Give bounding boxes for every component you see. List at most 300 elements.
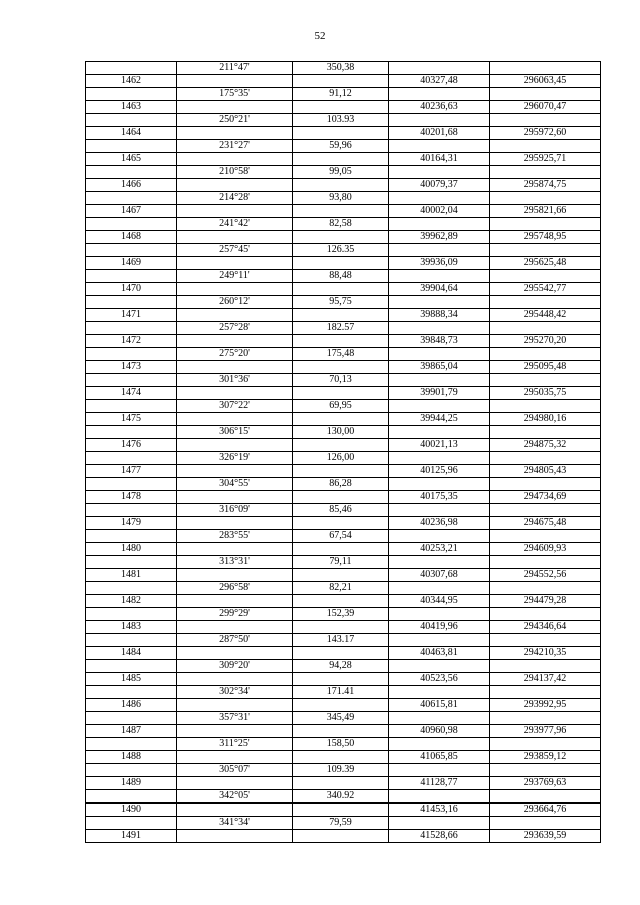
segment-row bbox=[86, 140, 601, 153]
direction-angle-cell: 313°31' bbox=[177, 556, 293, 569]
y-coordinate-cell: 294210,35 bbox=[490, 647, 601, 660]
x-coordinate-cell: 39936,09 bbox=[389, 257, 490, 270]
x-coordinate-cell: 41065,85 bbox=[389, 751, 490, 764]
distance-cell bbox=[293, 283, 389, 296]
segment-row bbox=[86, 478, 601, 491]
y-coordinate-cell: 294479,28 bbox=[490, 595, 601, 608]
x-coordinate-cell: 40236,98 bbox=[389, 517, 490, 530]
point-number-cell: 1489 bbox=[86, 777, 177, 790]
direction-angle-cell bbox=[177, 439, 293, 452]
distance-cell bbox=[293, 725, 389, 738]
segment-row bbox=[86, 660, 601, 673]
segment-row bbox=[86, 738, 601, 751]
x-coordinate-cell: 40201,68 bbox=[389, 127, 490, 140]
distance-cell bbox=[293, 361, 389, 374]
point-row bbox=[86, 231, 601, 244]
direction-angle-cell bbox=[177, 179, 293, 192]
point-row bbox=[86, 101, 601, 114]
distance-cell: 67,54 bbox=[293, 530, 389, 543]
distance-cell: 340.92 bbox=[293, 790, 389, 804]
direction-angle-cell bbox=[177, 309, 293, 322]
x-coordinate-cell: 40236,63 bbox=[389, 101, 490, 114]
point-row bbox=[86, 413, 601, 426]
x-coordinate-cell bbox=[389, 790, 490, 804]
direction-angle-cell: 326°19' bbox=[177, 452, 293, 465]
distance-cell bbox=[293, 439, 389, 452]
distance-cell bbox=[293, 101, 389, 114]
x-coordinate-cell bbox=[389, 166, 490, 179]
point-number-cell: 1463 bbox=[86, 101, 177, 114]
point-row bbox=[86, 179, 601, 192]
distance-cell: 158,50 bbox=[293, 738, 389, 751]
point-row bbox=[86, 751, 601, 764]
distance-cell: 152,39 bbox=[293, 608, 389, 621]
direction-angle-cell bbox=[177, 153, 293, 166]
point-number-cell: 1468 bbox=[86, 231, 177, 244]
distance-cell: 59,96 bbox=[293, 140, 389, 153]
direction-angle-cell: 175°35' bbox=[177, 88, 293, 101]
x-coordinate-cell bbox=[389, 374, 490, 387]
x-coordinate-cell: 40021,13 bbox=[389, 439, 490, 452]
point-number-cell bbox=[86, 634, 177, 647]
direction-angle-cell: 231°27' bbox=[177, 140, 293, 153]
x-coordinate-cell: 40344,95 bbox=[389, 595, 490, 608]
distance-cell bbox=[293, 179, 389, 192]
direction-angle-cell bbox=[177, 751, 293, 764]
distance-cell bbox=[293, 75, 389, 88]
distance-cell: 86,28 bbox=[293, 478, 389, 491]
direction-angle-cell bbox=[177, 127, 293, 140]
point-row bbox=[86, 673, 601, 686]
y-coordinate-cell bbox=[490, 634, 601, 647]
x-coordinate-cell: 40960,98 bbox=[389, 725, 490, 738]
direction-angle-cell: 299°29' bbox=[177, 608, 293, 621]
y-coordinate-cell bbox=[490, 790, 601, 804]
segment-row bbox=[86, 504, 601, 517]
direction-angle-cell bbox=[177, 699, 293, 712]
segment-row bbox=[86, 270, 601, 283]
distance-cell: 143.17 bbox=[293, 634, 389, 647]
direction-angle-cell bbox=[177, 413, 293, 426]
x-coordinate-cell bbox=[389, 270, 490, 283]
distance-cell: 171.41 bbox=[293, 686, 389, 699]
point-row bbox=[86, 621, 601, 634]
point-number-cell: 1475 bbox=[86, 413, 177, 426]
x-coordinate-cell bbox=[389, 686, 490, 699]
point-number-cell bbox=[86, 114, 177, 127]
point-number-cell: 1485 bbox=[86, 673, 177, 686]
point-number-cell: 1480 bbox=[86, 543, 177, 556]
point-row bbox=[86, 335, 601, 348]
segment-row bbox=[86, 114, 601, 127]
distance-cell bbox=[293, 491, 389, 504]
distance-cell: 109.39 bbox=[293, 764, 389, 777]
direction-angle-cell bbox=[177, 725, 293, 738]
distance-cell bbox=[293, 777, 389, 790]
direction-angle-cell: 311°25' bbox=[177, 738, 293, 751]
point-number-cell: 1466 bbox=[86, 179, 177, 192]
y-coordinate-cell bbox=[490, 192, 601, 205]
direction-angle-cell: 357°31' bbox=[177, 712, 293, 725]
direction-angle-cell bbox=[177, 673, 293, 686]
y-coordinate-cell: 295448,42 bbox=[490, 309, 601, 322]
x-coordinate-cell bbox=[389, 192, 490, 205]
x-coordinate-cell bbox=[389, 478, 490, 491]
x-coordinate-cell bbox=[389, 582, 490, 595]
x-coordinate-cell: 40523,56 bbox=[389, 673, 490, 686]
x-coordinate-cell: 40307,68 bbox=[389, 569, 490, 582]
distance-cell: 79,11 bbox=[293, 556, 389, 569]
x-coordinate-cell: 39888,34 bbox=[389, 309, 490, 322]
distance-cell bbox=[293, 309, 389, 322]
y-coordinate-cell: 294346,64 bbox=[490, 621, 601, 634]
point-row bbox=[86, 830, 601, 843]
y-coordinate-cell: 293992,95 bbox=[490, 699, 601, 712]
point-number-cell bbox=[86, 790, 177, 804]
distance-cell: 345,49 bbox=[293, 712, 389, 725]
y-coordinate-cell bbox=[490, 738, 601, 751]
distance-cell bbox=[293, 127, 389, 140]
direction-angle-cell: 342°05' bbox=[177, 790, 293, 804]
point-number-cell: 1486 bbox=[86, 699, 177, 712]
point-number-cell bbox=[86, 738, 177, 751]
point-number-cell bbox=[86, 504, 177, 517]
direction-angle-cell bbox=[177, 517, 293, 530]
distance-cell bbox=[293, 647, 389, 660]
x-coordinate-cell: 40463,81 bbox=[389, 647, 490, 660]
point-number-cell bbox=[86, 348, 177, 361]
y-coordinate-cell: 295095,48 bbox=[490, 361, 601, 374]
point-row bbox=[86, 491, 601, 504]
x-coordinate-cell: 40175,35 bbox=[389, 491, 490, 504]
x-coordinate-cell: 41128,77 bbox=[389, 777, 490, 790]
x-coordinate-cell: 41528,66 bbox=[389, 830, 490, 843]
distance-cell bbox=[293, 751, 389, 764]
point-number-cell bbox=[86, 452, 177, 465]
x-coordinate-cell bbox=[389, 504, 490, 517]
y-coordinate-cell: 295035,75 bbox=[490, 387, 601, 400]
x-coordinate-cell: 40253,21 bbox=[389, 543, 490, 556]
x-coordinate-cell bbox=[389, 530, 490, 543]
direction-angle-cell: 296°58' bbox=[177, 582, 293, 595]
point-number-cell bbox=[86, 817, 177, 830]
distance-cell: 85,46 bbox=[293, 504, 389, 517]
direction-angle-cell: 241°42' bbox=[177, 218, 293, 231]
distance-cell bbox=[293, 257, 389, 270]
direction-angle-cell bbox=[177, 75, 293, 88]
x-coordinate-cell: 40164,31 bbox=[389, 153, 490, 166]
point-number-cell: 1474 bbox=[86, 387, 177, 400]
y-coordinate-cell: 294875,32 bbox=[490, 439, 601, 452]
table-body bbox=[86, 62, 601, 843]
x-coordinate-cell bbox=[389, 244, 490, 257]
direction-angle-cell bbox=[177, 205, 293, 218]
distance-cell: 82,58 bbox=[293, 218, 389, 231]
segment-row bbox=[86, 296, 601, 309]
point-number-cell bbox=[86, 660, 177, 673]
x-coordinate-cell bbox=[389, 817, 490, 830]
point-row bbox=[86, 569, 601, 582]
y-coordinate-cell: 295821,66 bbox=[490, 205, 601, 218]
direction-angle-cell: 302°34' bbox=[177, 686, 293, 699]
point-number-cell bbox=[86, 400, 177, 413]
point-number-cell: 1472 bbox=[86, 335, 177, 348]
point-number-cell: 1471 bbox=[86, 309, 177, 322]
point-number-cell bbox=[86, 166, 177, 179]
point-number-cell bbox=[86, 426, 177, 439]
x-coordinate-cell: 40419,96 bbox=[389, 621, 490, 634]
y-coordinate-cell bbox=[490, 504, 601, 517]
distance-cell bbox=[293, 231, 389, 244]
y-coordinate-cell bbox=[490, 322, 601, 335]
point-row bbox=[86, 283, 601, 296]
y-coordinate-cell bbox=[490, 270, 601, 283]
distance-cell: 350,38 bbox=[293, 62, 389, 75]
point-row bbox=[86, 153, 601, 166]
point-row bbox=[86, 803, 601, 817]
distance-cell: 93,80 bbox=[293, 192, 389, 205]
distance-cell bbox=[293, 205, 389, 218]
y-coordinate-cell bbox=[490, 764, 601, 777]
direction-angle-cell: 250°21' bbox=[177, 114, 293, 127]
y-coordinate-cell: 293977,96 bbox=[490, 725, 601, 738]
direction-angle-cell: 275°20' bbox=[177, 348, 293, 361]
x-coordinate-cell bbox=[389, 88, 490, 101]
y-coordinate-cell: 294609,93 bbox=[490, 543, 601, 556]
y-coordinate-cell bbox=[490, 478, 601, 491]
y-coordinate-cell: 295542,77 bbox=[490, 283, 601, 296]
y-coordinate-cell: 294137,42 bbox=[490, 673, 601, 686]
y-coordinate-cell: 296063,45 bbox=[490, 75, 601, 88]
x-coordinate-cell: 39904,64 bbox=[389, 283, 490, 296]
distance-cell bbox=[293, 543, 389, 556]
y-coordinate-cell: 294552,56 bbox=[490, 569, 601, 582]
point-number-cell: 1484 bbox=[86, 647, 177, 660]
point-row bbox=[86, 647, 601, 660]
y-coordinate-cell bbox=[490, 296, 601, 309]
y-coordinate-cell bbox=[490, 348, 601, 361]
x-coordinate-cell bbox=[389, 712, 490, 725]
point-number-cell bbox=[86, 270, 177, 283]
point-number-cell bbox=[86, 322, 177, 335]
x-coordinate-cell: 40125,96 bbox=[389, 465, 490, 478]
point-number-cell: 1477 bbox=[86, 465, 177, 478]
direction-angle-cell: 305°07' bbox=[177, 764, 293, 777]
y-coordinate-cell: 295625,48 bbox=[490, 257, 601, 270]
x-coordinate-cell bbox=[389, 218, 490, 231]
distance-cell bbox=[293, 465, 389, 478]
y-coordinate-cell bbox=[490, 400, 601, 413]
distance-cell: 182.57 bbox=[293, 322, 389, 335]
segment-row bbox=[86, 400, 601, 413]
point-number-cell: 1490 bbox=[86, 803, 177, 817]
direction-angle-cell: 249°11' bbox=[177, 270, 293, 283]
distance-cell: 79,59 bbox=[293, 817, 389, 830]
coordinates-table bbox=[85, 61, 601, 843]
x-coordinate-cell bbox=[389, 426, 490, 439]
direction-angle-cell bbox=[177, 595, 293, 608]
direction-angle-cell bbox=[177, 543, 293, 556]
x-coordinate-cell: 39944,25 bbox=[389, 413, 490, 426]
x-coordinate-cell bbox=[389, 348, 490, 361]
segment-row bbox=[86, 322, 601, 335]
segment-row bbox=[86, 556, 601, 569]
point-number-cell bbox=[86, 686, 177, 699]
x-coordinate-cell: 41453,16 bbox=[389, 803, 490, 817]
point-number-cell: 1465 bbox=[86, 153, 177, 166]
x-coordinate-cell bbox=[389, 452, 490, 465]
point-number-cell: 1483 bbox=[86, 621, 177, 634]
y-coordinate-cell: 293859,12 bbox=[490, 751, 601, 764]
y-coordinate-cell bbox=[490, 62, 601, 75]
y-coordinate-cell bbox=[490, 608, 601, 621]
y-coordinate-cell: 295925,71 bbox=[490, 153, 601, 166]
point-number-cell: 1491 bbox=[86, 830, 177, 843]
segment-row bbox=[86, 790, 601, 804]
direction-angle-cell bbox=[177, 335, 293, 348]
point-row bbox=[86, 387, 601, 400]
distance-cell: 70,13 bbox=[293, 374, 389, 387]
direction-angle-cell: 287°50' bbox=[177, 634, 293, 647]
x-coordinate-cell: 39962,89 bbox=[389, 231, 490, 244]
y-coordinate-cell: 294675,48 bbox=[490, 517, 601, 530]
segment-row bbox=[86, 530, 601, 543]
x-coordinate-cell bbox=[389, 114, 490, 127]
point-row bbox=[86, 205, 601, 218]
point-number-cell bbox=[86, 62, 177, 75]
direction-angle-cell: 260°12' bbox=[177, 296, 293, 309]
x-coordinate-cell: 39865,04 bbox=[389, 361, 490, 374]
direction-angle-cell: 307°22' bbox=[177, 400, 293, 413]
y-coordinate-cell: 296070,47 bbox=[490, 101, 601, 114]
y-coordinate-cell: 294980,16 bbox=[490, 413, 601, 426]
distance-cell bbox=[293, 803, 389, 817]
direction-angle-cell: 309°20' bbox=[177, 660, 293, 673]
x-coordinate-cell: 39901,79 bbox=[389, 387, 490, 400]
page-number: 52 bbox=[314, 30, 326, 42]
y-coordinate-cell: 295748,95 bbox=[490, 231, 601, 244]
x-coordinate-cell bbox=[389, 556, 490, 569]
distance-cell bbox=[293, 413, 389, 426]
y-coordinate-cell bbox=[490, 556, 601, 569]
direction-angle-cell bbox=[177, 361, 293, 374]
distance-cell: 103.93 bbox=[293, 114, 389, 127]
x-coordinate-cell: 40079,37 bbox=[389, 179, 490, 192]
segment-row bbox=[86, 348, 601, 361]
direction-angle-cell: 316°09' bbox=[177, 504, 293, 517]
direction-angle-cell bbox=[177, 491, 293, 504]
segment-row bbox=[86, 218, 601, 231]
distance-cell bbox=[293, 673, 389, 686]
distance-cell: 88,48 bbox=[293, 270, 389, 283]
y-coordinate-cell bbox=[490, 244, 601, 257]
x-coordinate-cell: 39848,73 bbox=[389, 335, 490, 348]
point-number-cell: 1476 bbox=[86, 439, 177, 452]
distance-cell: 94,28 bbox=[293, 660, 389, 673]
point-number-cell bbox=[86, 530, 177, 543]
segment-row bbox=[86, 192, 601, 205]
direction-angle-cell: 301°36' bbox=[177, 374, 293, 387]
distance-cell bbox=[293, 387, 389, 400]
x-coordinate-cell bbox=[389, 608, 490, 621]
direction-angle-cell bbox=[177, 101, 293, 114]
distance-cell: 99,05 bbox=[293, 166, 389, 179]
y-coordinate-cell bbox=[490, 530, 601, 543]
distance-cell: 126.35 bbox=[293, 244, 389, 257]
distance-cell: 82,21 bbox=[293, 582, 389, 595]
segment-row bbox=[86, 686, 601, 699]
segment-row bbox=[86, 62, 601, 75]
point-number-cell bbox=[86, 556, 177, 569]
point-number-cell bbox=[86, 374, 177, 387]
distance-cell: 130,00 bbox=[293, 426, 389, 439]
x-coordinate-cell bbox=[389, 322, 490, 335]
distance-cell bbox=[293, 517, 389, 530]
direction-angle-cell: 283°55' bbox=[177, 530, 293, 543]
distance-cell bbox=[293, 335, 389, 348]
direction-angle-cell bbox=[177, 257, 293, 270]
y-coordinate-cell bbox=[490, 218, 601, 231]
point-number-cell: 1470 bbox=[86, 283, 177, 296]
y-coordinate-cell: 295874,75 bbox=[490, 179, 601, 192]
x-coordinate-cell: 40615,81 bbox=[389, 699, 490, 712]
segment-row bbox=[86, 374, 601, 387]
x-coordinate-cell bbox=[389, 62, 490, 75]
y-coordinate-cell bbox=[490, 582, 601, 595]
point-row bbox=[86, 725, 601, 738]
point-row bbox=[86, 127, 601, 140]
segment-row bbox=[86, 764, 601, 777]
direction-angle-cell bbox=[177, 569, 293, 582]
direction-angle-cell bbox=[177, 283, 293, 296]
point-number-cell bbox=[86, 296, 177, 309]
x-coordinate-cell: 40002,04 bbox=[389, 205, 490, 218]
y-coordinate-cell bbox=[490, 660, 601, 673]
y-coordinate-cell bbox=[490, 686, 601, 699]
point-number-cell: 1478 bbox=[86, 491, 177, 504]
point-number-cell bbox=[86, 88, 177, 101]
segment-row bbox=[86, 244, 601, 257]
point-number-cell bbox=[86, 712, 177, 725]
x-coordinate-cell bbox=[389, 296, 490, 309]
segment-row bbox=[86, 608, 601, 621]
direction-angle-cell: 306°15' bbox=[177, 426, 293, 439]
segment-row bbox=[86, 817, 601, 830]
direction-angle-cell: 257°45' bbox=[177, 244, 293, 257]
distance-cell bbox=[293, 569, 389, 582]
segment-row bbox=[86, 166, 601, 179]
segment-row bbox=[86, 426, 601, 439]
point-number-cell bbox=[86, 582, 177, 595]
point-number-cell bbox=[86, 192, 177, 205]
y-coordinate-cell bbox=[490, 817, 601, 830]
x-coordinate-cell bbox=[389, 764, 490, 777]
direction-angle-cell bbox=[177, 465, 293, 478]
point-number-cell: 1464 bbox=[86, 127, 177, 140]
point-number-cell bbox=[86, 608, 177, 621]
point-row bbox=[86, 75, 601, 88]
x-coordinate-cell bbox=[389, 400, 490, 413]
y-coordinate-cell bbox=[490, 426, 601, 439]
distance-cell: 91,12 bbox=[293, 88, 389, 101]
y-coordinate-cell bbox=[490, 140, 601, 153]
x-coordinate-cell: 40327,48 bbox=[389, 75, 490, 88]
segment-row bbox=[86, 712, 601, 725]
direction-angle-cell: 304°55' bbox=[177, 478, 293, 491]
y-coordinate-cell bbox=[490, 88, 601, 101]
point-number-cell bbox=[86, 244, 177, 257]
distance-cell bbox=[293, 830, 389, 843]
